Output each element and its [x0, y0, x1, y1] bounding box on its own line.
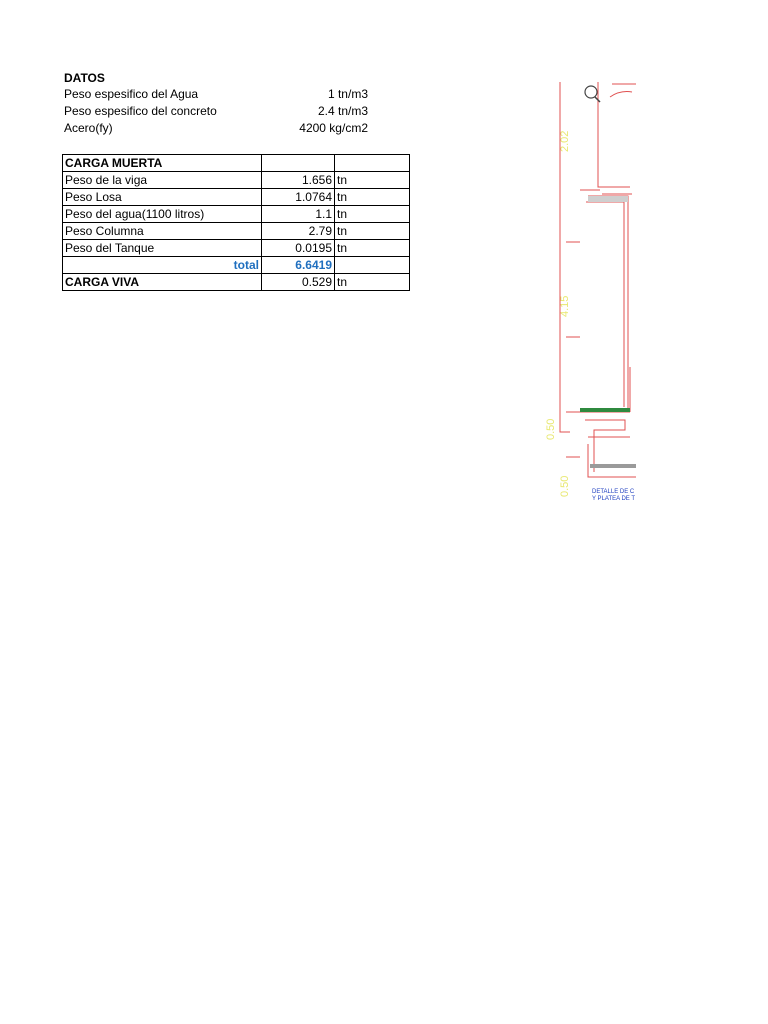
datos-row-acero: [64, 120, 384, 137]
row-label: Peso Columna: [63, 223, 262, 240]
table-row-header: [63, 155, 410, 172]
table-row: [63, 223, 410, 240]
table-row: [63, 240, 410, 257]
dimension-label: 0.50: [545, 418, 557, 440]
total-label: total: [63, 257, 262, 274]
total-value: 6.6419: [262, 257, 335, 274]
table-row: [63, 206, 410, 223]
row-label: Peso del agua(1100 litros): [63, 206, 262, 223]
row-unit: tn: [335, 172, 410, 189]
datos-value: 4200 kg/cm2: [299, 121, 368, 135]
row-label: Peso Losa: [63, 189, 262, 206]
table-row: [63, 189, 410, 206]
carga-muerta-title: CARGA MUERTA: [63, 155, 262, 172]
carga-viva-value: 0.529: [262, 274, 335, 291]
row-unit: tn: [335, 189, 410, 206]
datos-label: Peso espesifico del Agua: [64, 87, 199, 101]
row-value: 1.656: [262, 172, 335, 189]
table-cell-empty: [335, 257, 410, 274]
tank-detail-drawing: [540, 72, 636, 504]
drawing-caption: Y PLATEA DE T: [592, 496, 636, 502]
carga-viva-title: CARGA VIVA: [63, 274, 262, 291]
table-cell-empty: [335, 155, 410, 172]
row-value: 2.79: [262, 223, 335, 240]
row-unit: tn: [335, 206, 410, 223]
row-value: 1.0764: [262, 189, 335, 206]
drawing-caption: DETALLE DE C: [592, 489, 635, 495]
row-label: Peso del Tanque: [63, 240, 262, 257]
datos-value: 1 tn/m3: [327, 87, 368, 101]
datos-section: [64, 70, 384, 137]
table-cell-empty: [262, 155, 335, 172]
carga-table: [62, 154, 410, 291]
table-row-carga-viva: [63, 274, 410, 291]
datos-row-concreto: [64, 103, 384, 120]
datos-row-agua: [64, 86, 384, 103]
datos-value: 2.4 tn/m3: [317, 104, 368, 118]
row-label: Peso de la viga: [63, 172, 262, 189]
datos-title: DATOS: [64, 71, 105, 85]
dimension-label: 0.50: [559, 475, 571, 497]
datos-label: Acero(fy): [64, 121, 113, 135]
datos-label: Peso espesifico del concreto: [64, 104, 217, 118]
table-row: [63, 172, 410, 189]
dimension-label: 4.15: [559, 295, 571, 317]
drawing-outline: [560, 82, 636, 477]
row-value: 0.0195: [262, 240, 335, 257]
carga-viva-unit: tn: [335, 274, 410, 291]
row-unit: tn: [335, 240, 410, 257]
table-row-total: [63, 257, 410, 274]
row-unit: tn: [335, 223, 410, 240]
dimension-label: 2.02: [559, 130, 571, 152]
row-value: 1.1: [262, 206, 335, 223]
